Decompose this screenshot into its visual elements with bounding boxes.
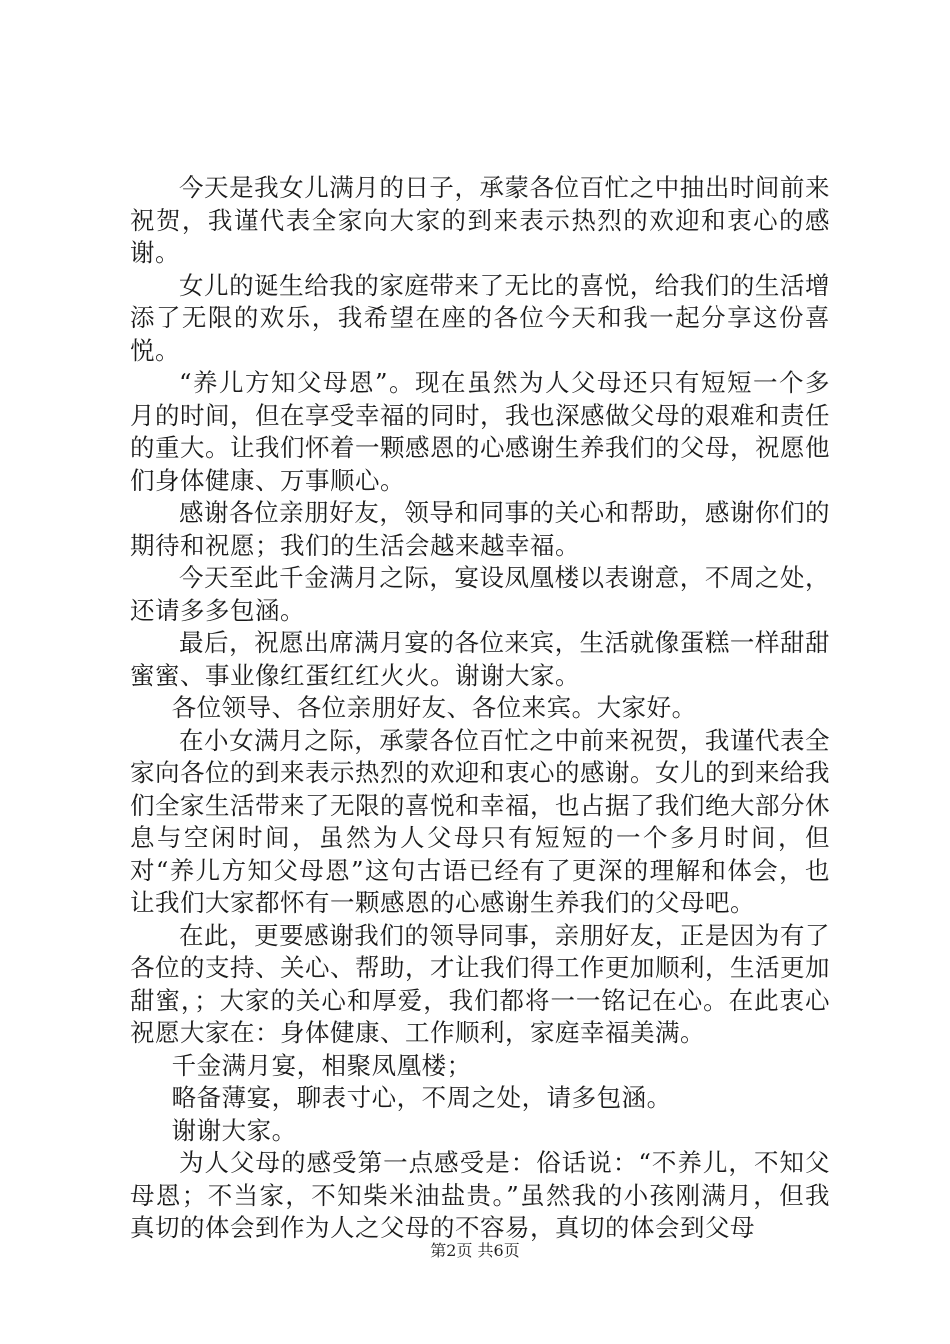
paragraph-2: 女儿的诞生给我的家庭带来了无比的喜悦，给我们的生活增添了无限的欢乐，我希望在座的各位今天和我一起分享这份喜悦。 [130,270,830,365]
paragraph-5: 今天至此千金满月之际，宴设凤凰楼以表谢意，不周之处，还请多多包涵。 [130,563,830,625]
paragraph-6: 最后，祝愿出席满月宴的各位来宾，生活就像蛋糕一样甜甜蜜蜜、事业像红蛋红红火火。谢谢大家。 [130,628,830,690]
paragraph-12: 谢谢大家。 [171,1115,297,1145]
paragraph-10: 千金满月宴，相聚凤凰楼； [171,1050,472,1080]
paragraph-9: 在此，更要感谢我们的领导同事，亲朋好友，正是因为有了各位的支持、关心、帮助，才让我们得工作更加顺利，生活更加甜蜜，；大家的关心和厚爱，我们都将一一铭记在心。在此衷心祝愿大家在：身体健康、工作顺利，家庭幸福美满。 [130,920,830,1047]
page-number-footer: 第2页 共6页 [430,1241,520,1260]
paragraph-1: 今天是我女儿满月的日子，承蒙各位百忙之中抽出时间前来祝贺，我谨代表全家向大家的到来表示热烈的欢迎和衷心的感谢。 [130,173,830,267]
paragraph-11: 略备薄宴，聊表寸心，不周之处，请多包涵。 [171,1083,672,1112]
paragraph-8: 在小女满月之际，承蒙各位百忙之中前来祝贺，我谨代表全家向各位的到来表示热烈的欢迎和衷心的感谢。女儿的到来给我们全家生活带来了无限的喜悦和幸福，也占据了我们绝大部分休息与空闲时间，虽然为人父母只有短短的一个多月时间，但对“养儿方知父母恩”这句古语已经有了更深的理解和体会，也让我们大家都怀有一颗感恩的心感谢生养我们的父母吧。 [130,725,830,917]
paragraph-7: 各位领导、各位亲朋好友、各位来宾。大家好。 [171,693,697,722]
document-body [130,172,830,1245]
paragraph-13: 为人父母的感受第一点感受是：俗话说：“不养儿，不知父母恩；不当家，不知柴米油盐贵。”虽然我的小孩刚满月，但我真切的体会到作为人之父母的不容易，真切的体会到父母 [130,1148,830,1242]
paragraph-3: “养儿方知父母恩”。现在虽然为人父母还只有短短一个多月的时间，但在享受幸福的同时，我也深感做父母的艰难和责任的重大。让我们怀着一颗感恩的心感谢生养我们的父母，祝愿他们身体健康、万事顺心。 [130,368,830,495]
paragraph-4: 感谢各位亲朋好友，领导和同事的关心和帮助，感谢你们的期待和祝愿；我们的生活会越来越幸福。 [130,498,830,560]
